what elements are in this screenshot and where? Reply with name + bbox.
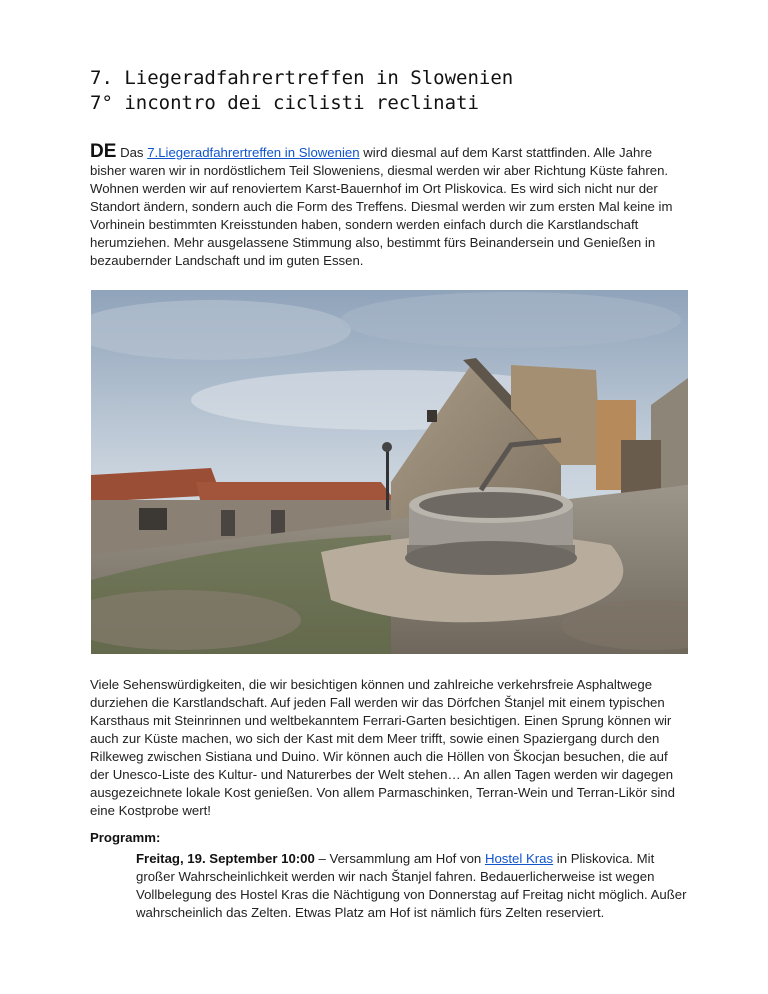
language-label: DE [90, 141, 117, 162]
village-well-photo [91, 290, 688, 654]
intro-prefix: Das [120, 145, 144, 160]
program-date-time: Freitag, 19. September 10:00 [136, 851, 315, 866]
program-heading: Programm: [90, 830, 161, 845]
program-dash: – [318, 851, 326, 866]
hostel-kras-link[interactable]: Hostel Kras [484, 851, 554, 866]
event-link[interactable]: 7.Liegeradfahrertreffen in Slowenien [147, 145, 360, 160]
program-item-friday [136, 850, 696, 922]
program-text-part1: Versammlung am Hof von [329, 851, 482, 866]
program-text-part2: in Pliskovica. Mit großer Wahrscheinlichkeit werden wir nach Štanjel fahren. Bedauerlicherweise ist wegen Vollbelegung des Hostel Kras die Nächtigung von Donnerstag auf Freitag nicht möglich. Außer wahrscheinlich das Zelten. Etwas Platz am Hof ist nämlich fürs Zelten reserviert. [136, 851, 687, 920]
page-title [90, 66, 730, 116]
sights-paragraph: Viele Sehenswürdigkeiten, die wir besichtigen können und zahlreiche verkehrsfreie Asphaltwege durziehen die Karstlandschaft. Auf jeden Fall werden wir das Dörfchen Štanjel mit einem typischen Karsthaus mit Steinrinnen und weltbekanntem Ferrari-Garten besichtigen. Einen Sprung können wir auch zur Küste machen, wo sich der Kast mit dem Meer trifft, sowie einen Spaziergang durch den Rilkeweg zwischen Sistiana und Duino. Wir können auch die Höllen von Škocjan besuchen, die auf der Unesco-Liste des Kultur- und Naturerbes der Welt stehen… An allen Tagen werden wir dagegen ausgezeichnete lokale Kost genießen. Von allem Parmaschinken, Terran-Wein und Terran-Likör sind eine Kostprobe wert! [90, 677, 675, 818]
title-line-de: 7. Liegeradfahrertreffen in Slowenien [90, 67, 514, 89]
title-line-it: 7° incontro dei ciclisti reclinati [90, 92, 479, 114]
intro-paragraph [90, 143, 690, 270]
intro-text: wird diesmal auf dem Karst stattfinden. Alle Jahre bisher waren wir in nordöstlichem Teil Sloweniens, diesmal werden wir aber Richtung Küste fahren. Wohnen werden wir auf renoviertem Karst-Bauernhof im Ort Pliskovica. Es wird sich nicht nur der Standort ändern, sondern auch die Form des Treffens. Diesmal werden wir zum ersten Mal keine im Vorhinein bestimmten Kreisstunden haben, sondern werden einfach durch die Karstlandschaft herumziehen. Mehr ausgelassene Stimmung also, bestimmt fürs Beinandersein und Genießen in bezaubernder Landschaft und im guten Essen. [90, 145, 673, 268]
